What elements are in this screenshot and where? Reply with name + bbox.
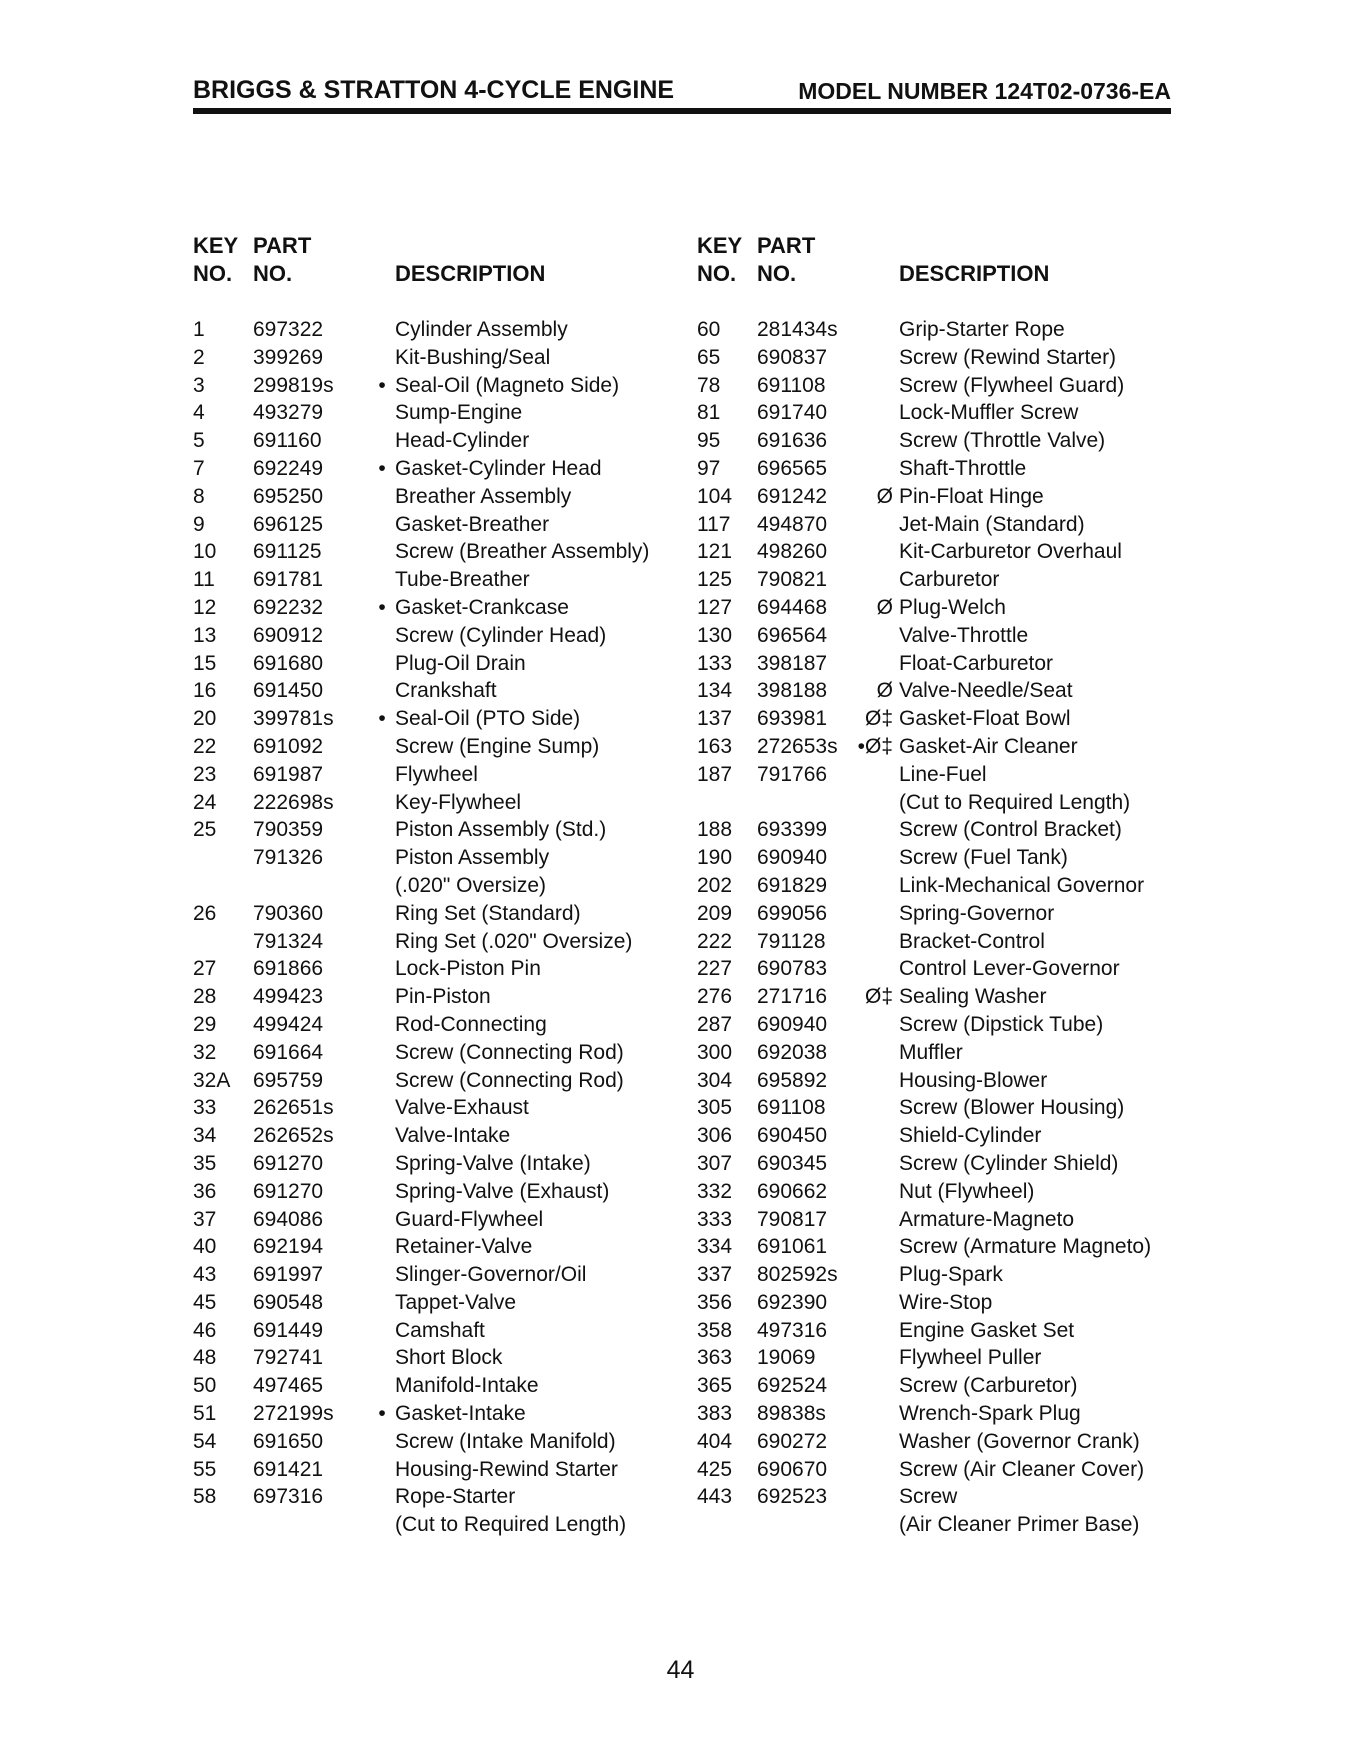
key-no: 209 [697, 901, 733, 925]
part-no: 691108 [757, 1096, 826, 1120]
part-description: (.020" Oversize) [395, 873, 546, 897]
part-marker: •Ø‡ [857, 734, 893, 758]
key-no: 25 [193, 818, 217, 842]
part-description: Link-Mechanical Governor [899, 873, 1145, 897]
part-no: 791128 [757, 929, 826, 953]
part-no: 802592s [757, 1263, 838, 1287]
part-no: 271716 [757, 985, 828, 1009]
part-no: 691781 [253, 568, 324, 592]
part-description: Screw (Connecting Rod) [395, 1040, 624, 1064]
key-no: 34 [193, 1124, 217, 1148]
part-marker: Ø‡ [864, 707, 893, 731]
key-no: 163 [697, 734, 733, 758]
key-no: 137 [697, 707, 733, 731]
part-marker: Ø [876, 679, 893, 703]
part-no: 89838s [757, 1402, 826, 1426]
part-description: Housing-Rewind Starter [395, 1457, 618, 1481]
part-description: Gasket-Float Bowl [899, 707, 1071, 731]
key-no: 37 [193, 1207, 217, 1231]
part-no: 691636 [757, 429, 828, 453]
part-description: Gasket-Air Cleaner [899, 734, 1078, 758]
part-header: PART [253, 233, 312, 258]
part-description: Washer (Governor Crank) [899, 1429, 1140, 1453]
part-no: 691664 [253, 1040, 324, 1064]
key-no: 332 [697, 1179, 733, 1203]
part-no: 692390 [757, 1290, 828, 1314]
part-description: Valve-Exhaust [395, 1096, 529, 1120]
part-no: 691270 [253, 1151, 324, 1175]
part-no: 692038 [757, 1040, 828, 1064]
part-description: (Cut to Required Length) [395, 1513, 627, 1537]
part-no: 691108 [757, 373, 826, 397]
key-no: 35 [193, 1151, 217, 1175]
part-description: Screw (Air Cleaner Cover) [899, 1457, 1145, 1481]
key-no: 46 [193, 1318, 217, 1342]
part-description: Armature-Magneto [899, 1207, 1075, 1231]
part-description: Kit-Carburetor Overhaul [899, 540, 1122, 564]
part-no: 697322 [253, 318, 324, 341]
part-no: 691421 [253, 1457, 324, 1481]
key-no: 50 [193, 1374, 217, 1398]
part-description: Gasket-Intake [395, 1402, 526, 1426]
key-no: 20 [193, 707, 217, 731]
part-no: 695759 [253, 1068, 324, 1092]
part-no: 693399 [757, 818, 828, 842]
part-no: 399781s [253, 707, 334, 731]
part-description: Plug-Oil Drain [395, 651, 526, 675]
part-description: Screw (Cylinder Shield) [899, 1151, 1119, 1175]
key-no: 54 [193, 1429, 217, 1453]
part-no: 697316 [253, 1485, 324, 1509]
part-description: Cylinder Assembly [395, 318, 568, 341]
part-description: Lock-Muffler Screw [899, 401, 1079, 425]
key-no: 130 [697, 623, 733, 647]
part-no: 791766 [757, 762, 828, 786]
part-no: 790360 [253, 901, 324, 925]
part-no: 262651s [253, 1096, 334, 1120]
key-no: 58 [193, 1485, 217, 1509]
part-no: 691160 [253, 429, 322, 453]
part-description: Slinger-Governor/Oil [395, 1263, 587, 1287]
part-description: Valve-Throttle [899, 623, 1029, 647]
key-no: 227 [697, 957, 733, 981]
part-description: Gasket-Breather [395, 512, 550, 536]
part-description: Screw (Connecting Rod) [395, 1068, 624, 1092]
part-no: 398188 [757, 679, 828, 703]
part-no: 398187 [757, 651, 828, 675]
part-description: Pin-Piston [395, 985, 491, 1009]
part-no: 691997 [253, 1263, 324, 1287]
key-no: 425 [697, 1457, 733, 1481]
model-number: MODEL NUMBER 124T02-0736-EA [798, 78, 1171, 104]
part-description: Kit-Bushing/Seal [395, 345, 551, 369]
part-no: 691270 [253, 1179, 324, 1203]
part-no: 696564 [757, 623, 828, 647]
key-no: 363 [697, 1346, 733, 1370]
key-no: 304 [697, 1068, 733, 1092]
key-no-header: NO. [697, 261, 737, 286]
key-no: 443 [697, 1485, 733, 1509]
key-no: 358 [697, 1318, 733, 1342]
part-description: Nut (Flywheel) [899, 1179, 1035, 1203]
part-no: 699056 [757, 901, 828, 925]
part-description: Screw (Carburetor) [899, 1374, 1078, 1398]
key-no: 5 [193, 429, 205, 453]
key-no: 40 [193, 1235, 217, 1259]
part-no: 694468 [757, 595, 828, 619]
part-no: 690912 [253, 623, 324, 647]
part-marker: Ø‡ [864, 985, 893, 1009]
part-description: Wire-Stop [899, 1290, 993, 1314]
part-description: Engine Gasket Set [899, 1318, 1075, 1342]
part-no: 499423 [253, 985, 324, 1009]
part-description: Screw (Cylinder Head) [395, 623, 607, 647]
key-no: 27 [193, 957, 217, 981]
key-no: 404 [697, 1429, 733, 1453]
part-no: 691740 [757, 401, 828, 425]
part-description: Rod-Connecting [395, 1012, 547, 1036]
key-no: 4 [193, 401, 205, 425]
part-no: 691450 [253, 679, 324, 703]
part-no: 692194 [253, 1235, 324, 1259]
part-no: 691680 [253, 651, 324, 675]
key-no: 127 [697, 595, 733, 619]
part-description: (Air Cleaner Primer Base) [899, 1513, 1140, 1537]
key-no: 45 [193, 1290, 217, 1314]
part-no: 299819s [253, 373, 334, 397]
part-no: 696125 [253, 512, 324, 536]
part-description: Screw (Throttle Valve) [899, 429, 1106, 453]
part-description: Ring Set (Standard) [395, 901, 581, 925]
part-description: Bracket-Control [899, 929, 1045, 953]
part-marker: Ø [876, 484, 893, 508]
page-number: 44 [666, 1656, 695, 1684]
key-no: 23 [193, 762, 217, 786]
key-no: 48 [193, 1346, 217, 1370]
part-description: Wrench-Spark Plug [899, 1402, 1081, 1426]
part-description: Screw (Flywheel Guard) [899, 373, 1125, 397]
part-no: 695250 [253, 484, 324, 508]
key-no: 2 [193, 345, 205, 369]
part-description: Screw [899, 1485, 958, 1509]
part-description: Muffler [899, 1040, 963, 1064]
key-no: 287 [697, 1012, 733, 1036]
part-no: 690940 [757, 1012, 828, 1036]
part-description: Key-Flywheel [395, 790, 522, 814]
part-description: Screw (Fuel Tank) [899, 846, 1068, 870]
key-no: 125 [697, 568, 733, 592]
key-no: 16 [193, 679, 217, 703]
key-no: 65 [697, 345, 721, 369]
part-no: 692249 [253, 456, 324, 480]
part-description: Ring Set (.020" Oversize) [395, 929, 633, 953]
part-marker: • [378, 373, 386, 397]
part-description: Line-Fuel [899, 762, 987, 786]
part-description: Screw (Rewind Starter) [899, 345, 1117, 369]
key-no: 22 [193, 734, 217, 758]
key-no: 24 [193, 790, 217, 814]
key-no: 12 [193, 595, 217, 619]
part-no: 262652s [253, 1124, 334, 1148]
part-description: Screw (Engine Sump) [395, 734, 600, 758]
part-no: 499424 [253, 1012, 324, 1036]
key-no: 26 [193, 901, 217, 925]
part-no: 498260 [757, 540, 828, 564]
part-description: Tube-Breather [395, 568, 530, 592]
part-no: 692524 [757, 1374, 828, 1398]
key-no: 356 [697, 1290, 733, 1314]
part-description: Pin-Float Hinge [899, 484, 1044, 508]
part-description: Sealing Washer [899, 985, 1047, 1009]
part-description: Seal-Oil (Magneto Side) [395, 373, 620, 397]
part-no: 691829 [757, 873, 828, 897]
part-description: Rope-Starter [395, 1485, 516, 1509]
part-description: Shield-Cylinder [899, 1124, 1042, 1148]
description-header: DESCRIPTION [899, 261, 1050, 286]
key-no: 3 [193, 373, 205, 397]
part-header: PART [757, 233, 816, 258]
part-no: 497316 [757, 1318, 828, 1342]
part-description: Spring-Valve (Exhaust) [395, 1179, 610, 1203]
part-no: 281434s [757, 318, 838, 341]
part-description: Screw (Control Bracket) [899, 818, 1122, 842]
key-no: 13 [193, 623, 217, 647]
key-no: 97 [697, 456, 721, 480]
key-no: 187 [697, 762, 733, 786]
part-no: 691125 [253, 540, 322, 564]
key-no: 33 [193, 1096, 217, 1120]
part-no: 692232 [253, 595, 324, 619]
part-no: 692523 [757, 1485, 828, 1509]
key-no: 300 [697, 1040, 733, 1064]
key-no: 365 [697, 1374, 733, 1398]
part-no: 693981 [757, 707, 828, 731]
part-description: Flywheel Puller [899, 1346, 1042, 1370]
key-no: 8 [193, 484, 205, 508]
part-no: 690272 [757, 1429, 828, 1453]
part-description: Lock-Piston Pin [395, 957, 541, 981]
part-no: 690662 [757, 1179, 828, 1203]
part-description: Plug-Welch [899, 595, 1006, 619]
part-no: 695892 [757, 1068, 828, 1092]
key-no: 121 [697, 540, 733, 564]
key-no: 334 [697, 1235, 733, 1259]
part-no: 690940 [757, 846, 828, 870]
part-no: 690783 [757, 957, 828, 981]
key-no: 222 [697, 929, 733, 953]
part-description: Screw (Dipstick Tube) [899, 1012, 1104, 1036]
key-no: 10 [193, 540, 217, 564]
key-no: 337 [697, 1263, 733, 1287]
part-no-header: NO. [253, 261, 293, 286]
part-no: 497465 [253, 1374, 324, 1398]
part-description: Sump-Engine [395, 401, 523, 425]
key-no: 43 [193, 1263, 217, 1287]
key-no: 1 [193, 318, 205, 341]
key-no: 11 [193, 568, 215, 592]
key-no: 55 [193, 1457, 217, 1481]
part-no: 690450 [757, 1124, 828, 1148]
part-description: Shaft-Throttle [899, 456, 1027, 480]
part-description: Spring-Valve (Intake) [395, 1151, 591, 1175]
key-no: 60 [697, 318, 721, 341]
part-no: 790821 [757, 568, 828, 592]
description-header: DESCRIPTION [395, 261, 546, 286]
key-header: KEY [193, 233, 239, 258]
part-marker: • [378, 595, 386, 619]
part-marker: • [378, 1402, 386, 1426]
part-no: 690345 [757, 1151, 828, 1175]
part-no: 493279 [253, 401, 324, 425]
part-description: Piston Assembly [395, 846, 550, 870]
key-no: 383 [697, 1402, 733, 1426]
key-no: 305 [697, 1096, 733, 1120]
part-description: Screw (Breather Assembly) [395, 540, 650, 564]
part-no: 19069 [757, 1346, 816, 1370]
part-description: Retainer-Valve [395, 1235, 533, 1259]
part-no: 222698s [253, 790, 334, 814]
part-no: 690548 [253, 1290, 324, 1314]
part-description: Crankshaft [395, 679, 497, 703]
part-no: 494870 [757, 512, 828, 536]
part-no: 790359 [253, 818, 324, 842]
part-description: Guard-Flywheel [395, 1207, 544, 1231]
part-no: 691449 [253, 1318, 324, 1342]
key-no: 333 [697, 1207, 733, 1231]
part-no: 399269 [253, 345, 324, 369]
part-no: 691061 [757, 1235, 828, 1259]
part-description: Housing-Blower [899, 1068, 1048, 1092]
key-no: 306 [697, 1124, 733, 1148]
key-no: 104 [697, 484, 733, 508]
part-description: Gasket-Cylinder Head [395, 456, 602, 480]
key-no: 133 [697, 651, 733, 675]
part-description: Plug-Spark [899, 1263, 1003, 1287]
part-no: 691650 [253, 1429, 324, 1453]
part-description: Valve-Intake [395, 1124, 511, 1148]
key-no: 29 [193, 1012, 217, 1036]
part-no: 694086 [253, 1207, 324, 1231]
part-description: Manifold-Intake [395, 1374, 539, 1398]
part-description: Screw (Blower Housing) [899, 1096, 1125, 1120]
key-no: 134 [697, 679, 733, 703]
part-no: 272653s [757, 734, 838, 758]
part-description: Valve-Needle/Seat [899, 679, 1073, 703]
key-no: 32 [193, 1040, 217, 1064]
part-no: 272199s [253, 1402, 334, 1426]
part-no: 791326 [253, 846, 324, 870]
part-description: Short Block [395, 1346, 503, 1370]
part-description: Camshaft [395, 1318, 485, 1342]
part-description: Head-Cylinder [395, 429, 530, 453]
key-no: 7 [193, 456, 205, 480]
page-header [193, 74, 1171, 114]
key-header: KEY [697, 233, 743, 258]
key-no: 190 [697, 846, 733, 870]
part-description: Spring-Governor [899, 901, 1055, 925]
part-description: Control Lever-Governor [899, 957, 1120, 981]
part-marker: • [378, 707, 386, 731]
part-description: (Cut to Required Length) [899, 790, 1131, 814]
part-description: Float-Carburetor [899, 651, 1054, 675]
part-marker: Ø [876, 595, 893, 619]
part-description: Screw (Armature Magneto) [899, 1235, 1152, 1259]
part-description: Jet-Main (Standard) [899, 512, 1085, 536]
part-no: 691242 [757, 484, 828, 508]
part-description: Piston Assembly (Std.) [395, 818, 607, 842]
key-no: 95 [697, 429, 721, 453]
key-no: 9 [193, 512, 205, 536]
key-no: 81 [697, 401, 721, 425]
part-description: Carburetor [899, 568, 1000, 592]
key-no-header: NO. [193, 261, 233, 286]
key-no: 307 [697, 1151, 733, 1175]
part-marker: • [378, 456, 386, 480]
part-no: 696565 [757, 456, 828, 480]
part-description: Screw (Intake Manifold) [395, 1429, 616, 1453]
key-no: 117 [697, 512, 731, 536]
part-description: Seal-Oil (PTO Side) [395, 707, 581, 731]
part-no: 791324 [253, 929, 324, 953]
part-no: 691987 [253, 762, 324, 786]
part-description: Flywheel [395, 762, 478, 786]
key-no: 36 [193, 1179, 217, 1203]
key-no: 51 [193, 1402, 217, 1426]
key-no: 15 [193, 651, 217, 675]
part-description: Gasket-Crankcase [395, 595, 569, 619]
part-no: 690837 [757, 345, 828, 369]
part-no: 690670 [757, 1457, 828, 1481]
key-no: 78 [697, 373, 721, 397]
part-description: Tappet-Valve [395, 1290, 517, 1314]
part-no-header: NO. [757, 261, 797, 286]
part-no: 691092 [253, 734, 324, 758]
part-no: 792741 [253, 1346, 324, 1370]
part-no: 691866 [253, 957, 324, 981]
key-no: 188 [697, 818, 733, 842]
key-no: 28 [193, 985, 217, 1009]
key-no: 32A [193, 1068, 231, 1092]
key-no: 202 [697, 873, 733, 897]
part-description: Breather Assembly [395, 484, 572, 508]
part-description: Grip-Starter Rope [899, 318, 1065, 341]
key-no: 276 [697, 985, 733, 1009]
engine-title: BRIGGS & STRATTON 4-CYCLE ENGINE [193, 76, 675, 104]
part-no: 790817 [757, 1207, 828, 1231]
